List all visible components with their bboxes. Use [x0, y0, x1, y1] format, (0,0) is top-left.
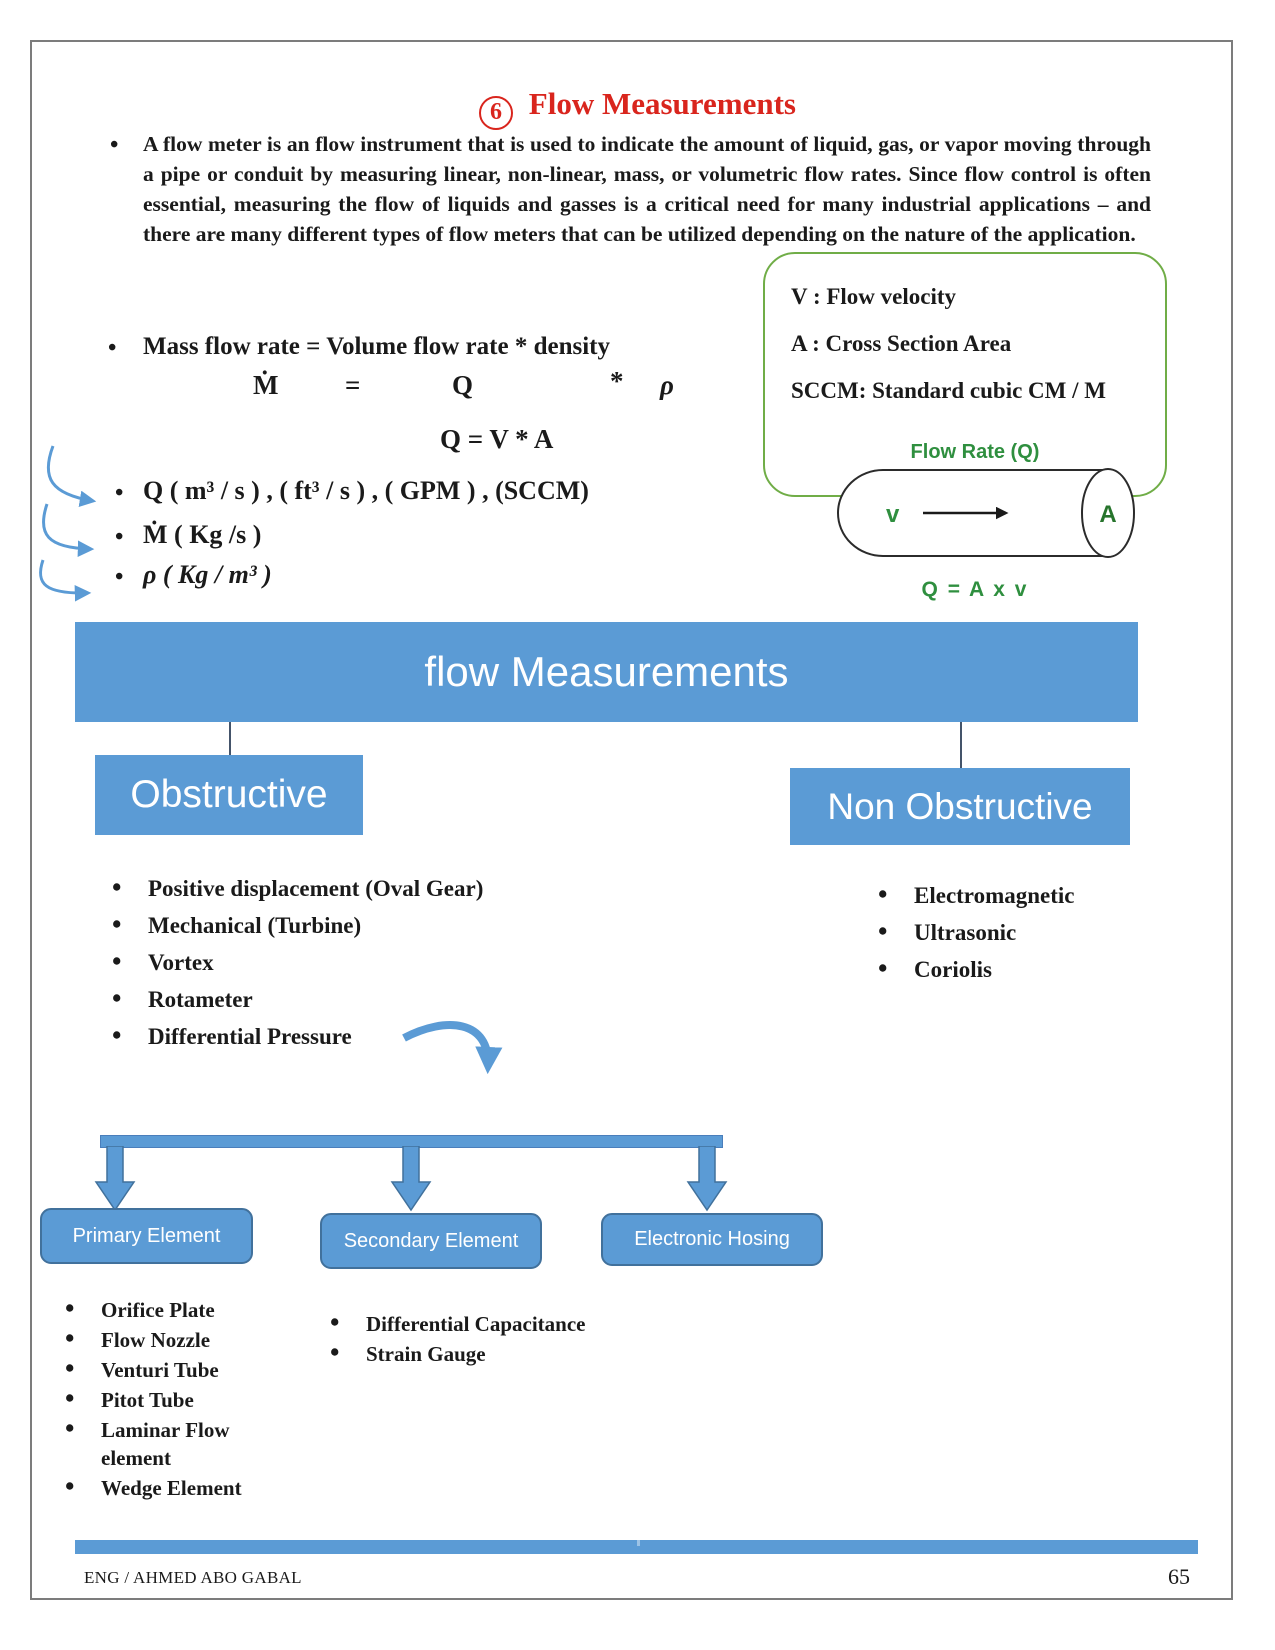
list-item: • Vortex	[112, 949, 483, 977]
bullet-icon: •	[115, 564, 124, 590]
pipe-area-label: A	[1099, 501, 1117, 528]
down-arrow-icon	[389, 1146, 433, 1212]
m-dot-symbol: Ṁ	[253, 370, 279, 400]
page-title-text: Flow Measurements	[528, 86, 796, 121]
legend-line: A : Cross Section Area	[791, 331, 1012, 356]
unit-line-rho: ρ ( Kg / m³ )	[143, 560, 272, 589]
curved-arrow-icon	[398, 1016, 513, 1091]
pipe-diagram	[828, 460, 1143, 568]
flow-rate-label: Flow Rate (Q)	[910, 441, 1040, 463]
equals-symbol: =	[345, 370, 361, 400]
footer-page-number: 65	[1168, 1564, 1190, 1589]
connector-line	[229, 722, 231, 755]
list-item: • Orifice Plate	[65, 1296, 243, 1324]
pipe-velocity-label: v	[886, 501, 900, 528]
secondary-element-box	[320, 1213, 542, 1269]
non-obstructive-list	[878, 882, 1075, 993]
bullet-icon: •	[110, 132, 119, 158]
connector-line	[960, 722, 962, 768]
circled-number-icon: 6	[479, 96, 513, 130]
footer-divider-bar	[75, 1540, 1198, 1554]
list-item: • Positive displacement (Oval Gear)	[112, 875, 483, 903]
list-item: • Laminar Flow element	[65, 1416, 243, 1472]
down-arrow-icon	[93, 1146, 137, 1212]
electronic-hosing-label: Electronic Hosing	[634, 1228, 790, 1250]
list-item: • Mechanical (Turbine)	[112, 912, 483, 940]
flow-measurements-banner	[75, 622, 1138, 722]
footer-bar-seam	[637, 1540, 640, 1546]
curved-arrow-icon	[35, 438, 160, 603]
unit-line-q: Q ( m³ / s ) , ( ft³ / s ) , ( GPM ) , (SCCM)	[143, 476, 589, 505]
bullet-icon: •	[115, 524, 124, 550]
list-item: • Ultrasonic	[878, 919, 1075, 947]
bullet-icon: •	[115, 480, 124, 506]
bullet-icon: •	[108, 335, 117, 361]
legend-line: SCCM: Standard cubic CM / M	[791, 378, 1106, 403]
list-item: • Differential Pressure	[112, 1023, 483, 1051]
list-item: • Venturi Tube	[65, 1356, 243, 1384]
primary-element-list	[65, 1296, 243, 1504]
banner-label: flow Measurements	[424, 648, 789, 695]
star-symbol: *	[610, 366, 624, 396]
primary-element-label: Primary Element	[72, 1224, 221, 1247]
obstructive-box	[95, 755, 363, 835]
list-item: • Rotameter	[112, 986, 483, 1014]
rho-symbol: ρ	[660, 370, 674, 400]
list-item: • Strain Gauge	[330, 1340, 630, 1368]
mass-flow-formula: Mass flow rate = Volume flow rate * density	[143, 333, 610, 360]
footer-author: ENG / AHMED ABO GABAL	[84, 1568, 302, 1587]
non-obstructive-label: Non Obstructive	[827, 785, 1093, 827]
list-item: • Differential Capacitance	[330, 1310, 630, 1338]
unit-line-m: Ṁ ( Kg /s )	[143, 520, 262, 549]
list-item: • Coriolis	[878, 956, 1075, 984]
q-symbol: Q	[452, 370, 474, 400]
pipe-equation: Q = A x v	[921, 578, 1029, 601]
non-obstructive-box	[790, 768, 1130, 845]
electronic-hosing-box	[601, 1213, 823, 1266]
secondary-element-label: Secondary Element	[343, 1229, 519, 1252]
list-item: • Flow Nozzle	[65, 1326, 243, 1354]
page-title	[0, 86, 1275, 130]
primary-element-box	[40, 1208, 253, 1264]
q-equation: Q = V * A	[440, 424, 554, 454]
obstructive-label: Obstructive	[130, 773, 328, 816]
list-item: • Pitot Tube	[65, 1386, 243, 1414]
intro-paragraph: A flow meter is an flow instrument that is used to indicate the amount of liquid, gas, or vapor moving through a pipe or conduit by measuring linear, non-linear, mass, or volumetric flow rates. Since flow control is often essential, measuring the flow of liquids and gasses is a critical need for many industrial applications – and there are many different types of flow meters that can be utilized depending on the nature of the application.	[143, 132, 1151, 246]
secondary-element-list	[330, 1310, 630, 1370]
list-item: • Electromagnetic	[878, 882, 1075, 910]
list-item: • Wedge Element	[65, 1474, 243, 1502]
down-arrow-icon	[685, 1146, 729, 1212]
legend-line: V : Flow velocity	[791, 284, 957, 309]
